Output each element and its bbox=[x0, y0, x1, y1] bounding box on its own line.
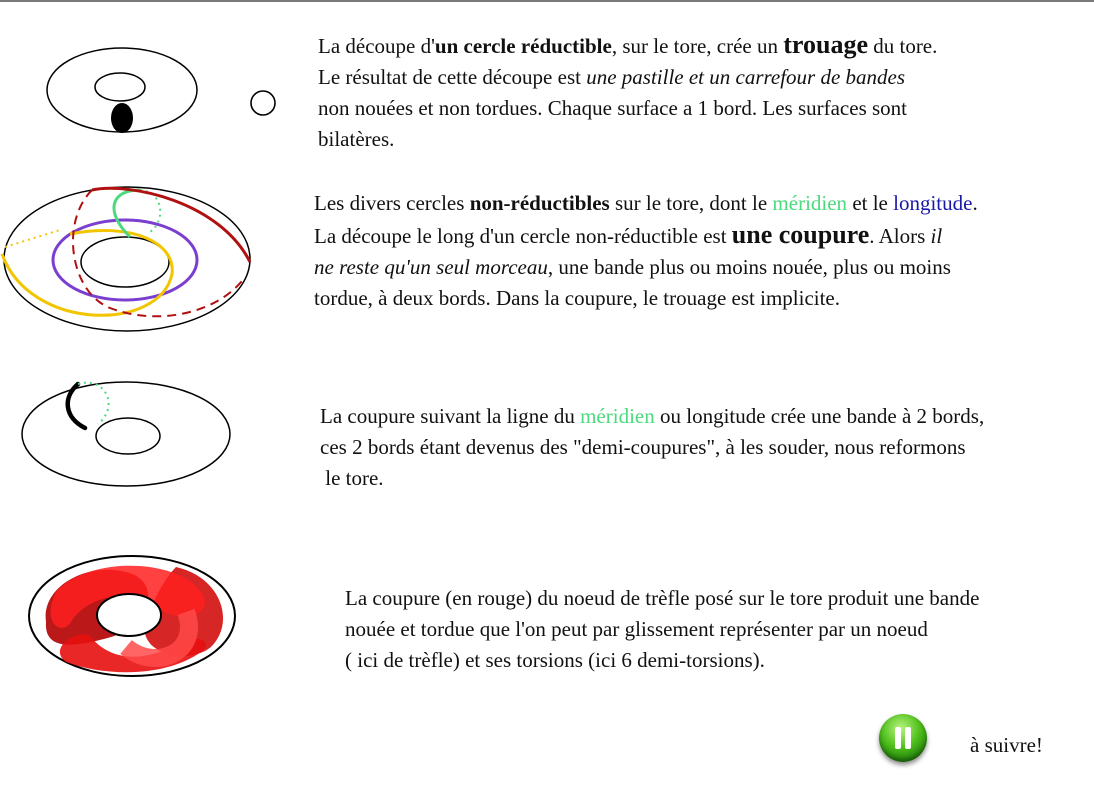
section1-text bbox=[318, 29, 937, 155]
text-run: Les divers cercles bbox=[314, 191, 470, 215]
non-reducible-term: non-réductibles bbox=[469, 191, 610, 215]
torus-nonreducible-figure bbox=[0, 182, 258, 332]
section2-line3 bbox=[314, 252, 978, 283]
section3-line1 bbox=[320, 401, 984, 432]
text-run: . Alors bbox=[869, 224, 931, 248]
torus-outline bbox=[22, 382, 230, 486]
torus-outline bbox=[4, 187, 250, 331]
section1-line2 bbox=[318, 62, 937, 93]
italic-run: il bbox=[930, 224, 943, 248]
top-divider bbox=[0, 0, 1094, 2]
reducible-cut-blob bbox=[111, 103, 133, 133]
meridien-word: méridien bbox=[772, 191, 848, 215]
section1-line3: non nouées et non tordues. Chaque surface a 1 bord. Les surfaces sont bbox=[318, 96, 907, 120]
torus-hole bbox=[95, 73, 145, 101]
text-run: La découpe d' bbox=[318, 34, 435, 58]
section2-text bbox=[314, 188, 978, 314]
meridien-hidden bbox=[78, 383, 109, 424]
section2-line2 bbox=[314, 219, 978, 252]
pause-icon-bar bbox=[905, 727, 911, 749]
trouage-term: trouage bbox=[783, 30, 868, 59]
text-run: La découpe le long d'un cercle non-réductible est bbox=[314, 224, 732, 248]
section3-line2: ces 2 bords étant devenus des "demi-coupures", à les souder, nous reformons bbox=[320, 435, 966, 459]
coupure-term: une coupure bbox=[731, 220, 870, 249]
text-run: du tore. bbox=[867, 34, 938, 58]
text-run: , une bande plus ou moins nouée, plus ou moins bbox=[547, 255, 951, 279]
torus-reducible-figure bbox=[40, 40, 290, 150]
section2-line1 bbox=[314, 188, 978, 219]
section4-text bbox=[345, 583, 979, 676]
section3-line3: le tore. bbox=[320, 466, 384, 490]
section2-line4: tordue, à deux bords. Dans la coupure, le trouage est implicite. bbox=[314, 286, 841, 310]
next-label[interactable]: à suivre! bbox=[970, 733, 1043, 757]
torus-hole bbox=[97, 594, 161, 636]
yellow-curve bbox=[2, 230, 172, 315]
longitude-word: longitude bbox=[893, 191, 973, 215]
italic-run: ne reste qu'un seul morceau bbox=[314, 255, 548, 279]
text-run: ou longitude crée une bande à 2 bords, bbox=[654, 404, 985, 428]
text-run: sur le tore, dont le bbox=[609, 191, 773, 215]
text-run: , sur le tore, crée un bbox=[611, 34, 784, 58]
result-italic: une pastille et un carrefour de bandes bbox=[586, 65, 906, 89]
pause-button[interactable] bbox=[879, 714, 927, 762]
section4-line3: ( ici de trèfle) et ses torsions (ici 6 demi-torsions). bbox=[345, 648, 765, 672]
section4-line2: nouée et tordue que l'on peut par glissement représenter par un noeud bbox=[345, 617, 928, 641]
meridien-word: méridien bbox=[580, 404, 655, 428]
text-run: . bbox=[972, 191, 978, 215]
pastille-disc bbox=[251, 91, 275, 115]
section1-line1 bbox=[318, 29, 937, 62]
meridien-cut bbox=[68, 384, 85, 428]
text-run: Le résultat de cette découpe est bbox=[318, 65, 587, 89]
torus-meridien-figure bbox=[20, 376, 236, 488]
text-run: et le bbox=[847, 191, 894, 215]
text-run: La coupure suivant la ligne du bbox=[320, 404, 581, 428]
section4-line1: La coupure (en rouge) du noeud de trèfle posé sur le tore produit une bande bbox=[345, 586, 980, 610]
torus-hole bbox=[96, 418, 160, 454]
section3-text bbox=[320, 401, 984, 494]
torus-trefoil-figure bbox=[26, 552, 238, 680]
section1-line4: bilatères. bbox=[318, 127, 395, 151]
reducible-circle-term: un cercle réductible bbox=[434, 34, 612, 58]
pause-icon bbox=[895, 727, 901, 749]
